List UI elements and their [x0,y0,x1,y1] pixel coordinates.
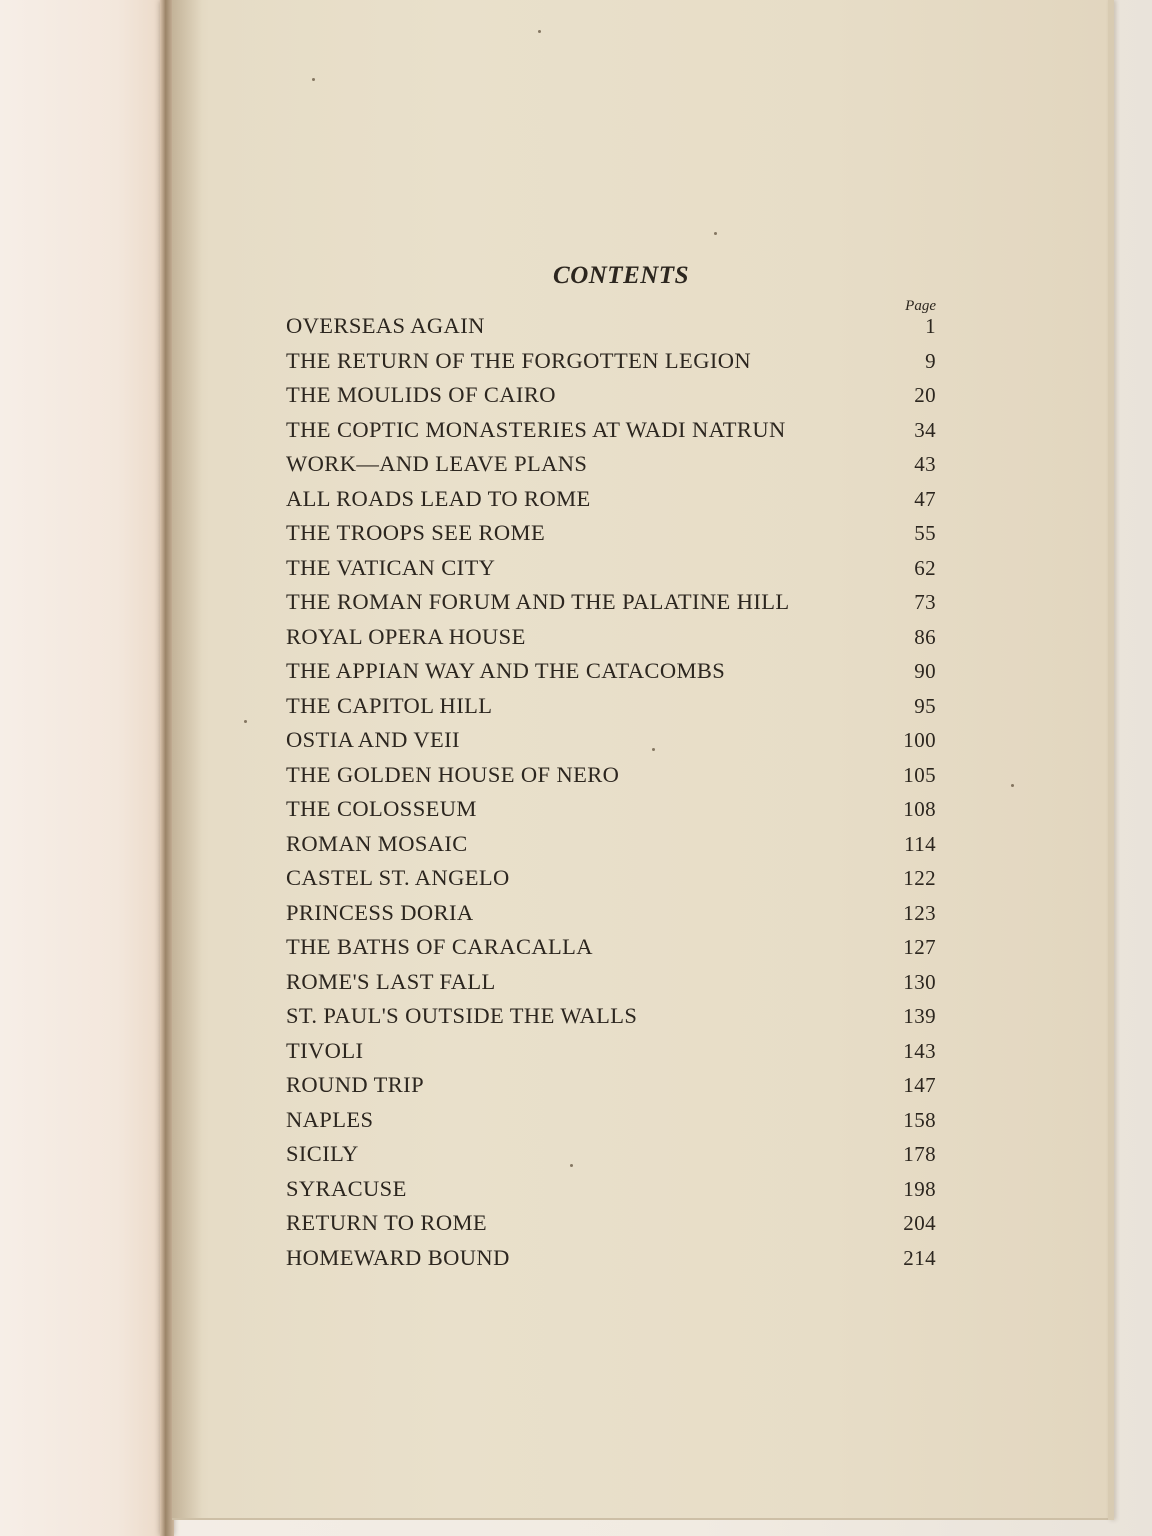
toc-entry [286,965,936,1000]
toc-entry [286,516,936,551]
toc-entry-page: 130 [903,969,936,994]
toc-entry-title: TIVOLI [286,1037,364,1063]
table-of-contents [286,309,936,1275]
toc-entry [286,654,936,689]
toc-entry-page: 43 [914,452,936,476]
toc-entry [286,792,936,827]
paper-fleck [714,232,717,235]
toc-entry [286,413,936,448]
toc-entry [286,758,936,793]
toc-entry-page: 114 [904,831,936,856]
toc-entry [286,482,936,517]
toc-entry-title: THE BATHS OF CARACALLA [286,934,593,959]
toc-entry-page: 158 [903,1107,936,1132]
toc-entry-title: THE TROOPS SEE ROME [286,520,546,545]
toc-entry [286,689,936,724]
page-column-label: Page [905,298,936,314]
toc-entry-title: ROUND TRIP [286,1072,424,1097]
toc-entry-title: RETURN TO ROME [286,1210,488,1235]
toc-entry-title: ST. PAUL'S OUTSIDE THE WALLS [286,1003,638,1028]
toc-entry-title: ALL ROADS LEAD TO ROME [286,485,591,511]
toc-entry [286,827,936,862]
toc-entry-page: 143 [903,1038,936,1063]
toc-entry-title: PRINCESS DORIA [286,899,474,925]
toc-entry [286,447,936,482]
toc-entry-page: 100 [903,728,936,752]
toc-entry-page: 127 [903,935,936,959]
toc-entry-title: ROMAN MOSAIC [286,830,468,856]
toc-entry [286,999,936,1034]
toc-entry [286,309,936,344]
toc-entry-title: ROME'S LAST FALL [286,968,496,994]
toc-entry [286,861,936,896]
toc-entry-title: THE COLOSSEUM [286,796,477,821]
paper-fleck [1011,784,1014,787]
toc-entry-page: 122 [903,866,936,890]
toc-entry-page: 105 [903,762,936,787]
toc-entry-page: 47 [914,486,936,511]
spine-shadow [172,0,202,1518]
toc-entry [286,930,936,965]
toc-entry-page: 20 [914,383,936,407]
toc-entry-page: 62 [914,555,936,580]
toc-entry-page: 34 [914,417,936,442]
toc-entry-title: ROYAL OPERA HOUSE [286,623,526,649]
toc-entry-title: OVERSEAS AGAIN [286,313,485,338]
left-page [0,0,168,1536]
toc-entry [286,1103,936,1138]
toc-entry [286,344,936,379]
paper-fleck [312,78,315,81]
toc-entry-page: 147 [903,1073,936,1097]
toc-entry [286,1172,936,1207]
toc-entry [286,1206,936,1241]
toc-entry [286,723,936,758]
toc-entry-page: 1 [925,314,936,338]
toc-entry-title: THE APPIAN WAY AND THE CATACOMBS [286,658,726,683]
toc-entry-title: WORK—AND LEAVE PLANS [286,451,588,476]
toc-entry-title: THE GOLDEN HOUSE OF NERO [286,761,620,787]
toc-entry [286,378,936,413]
toc-entry-title: HOMEWARD BOUND [286,1244,510,1270]
toc-entry-title: NAPLES [286,1106,374,1132]
toc-entry-page: 108 [903,797,936,821]
toc-entry [286,1137,936,1172]
page-edge [1108,0,1114,1520]
toc-entry-title: SYRACUSE [286,1175,407,1201]
toc-entry [286,585,936,620]
contents-page [286,256,946,1270]
toc-entry-page: 95 [914,693,936,718]
toc-entry-page: 178 [903,1142,936,1166]
toc-entry [286,620,936,655]
toc-entry-page: 139 [903,1004,936,1028]
paper-fleck [538,30,541,33]
toc-entry-title: THE VATICAN CITY [286,554,496,580]
toc-entry-title: THE CAPITOL HILL [286,692,493,718]
paper-fleck [244,720,247,723]
toc-entry [286,1241,936,1276]
toc-entry-title: OSTIA AND VEII [286,727,460,752]
toc-entry-page: 73 [914,590,936,614]
toc-entry-page: 86 [914,624,936,649]
toc-entry [286,551,936,586]
toc-entry-page: 90 [914,659,936,683]
toc-entry-page: 204 [903,1211,936,1235]
toc-entry-title: CASTEL ST. ANGELO [286,865,510,890]
contents-heading: CONTENTS [553,262,689,289]
toc-entry-title: THE MOULIDS OF CAIRO [286,382,556,407]
toc-entry-page: 198 [903,1176,936,1201]
toc-entry-title: THE RETURN OF THE FORGOTTEN LEGION [286,347,752,373]
toc-entry [286,1034,936,1069]
toc-entry-page: 55 [914,521,936,545]
toc-entry-page: 9 [925,348,936,373]
toc-entry [286,1068,936,1103]
toc-entry-title: SICILY [286,1141,359,1166]
toc-entry-page: 214 [903,1245,936,1270]
toc-entry [286,896,936,931]
toc-entry-title: THE ROMAN FORUM AND THE PALATINE HILL [286,589,790,614]
toc-entry-title: THE COPTIC MONASTERIES AT WADI NATRUN [286,416,786,442]
toc-entry-page: 123 [903,900,936,925]
